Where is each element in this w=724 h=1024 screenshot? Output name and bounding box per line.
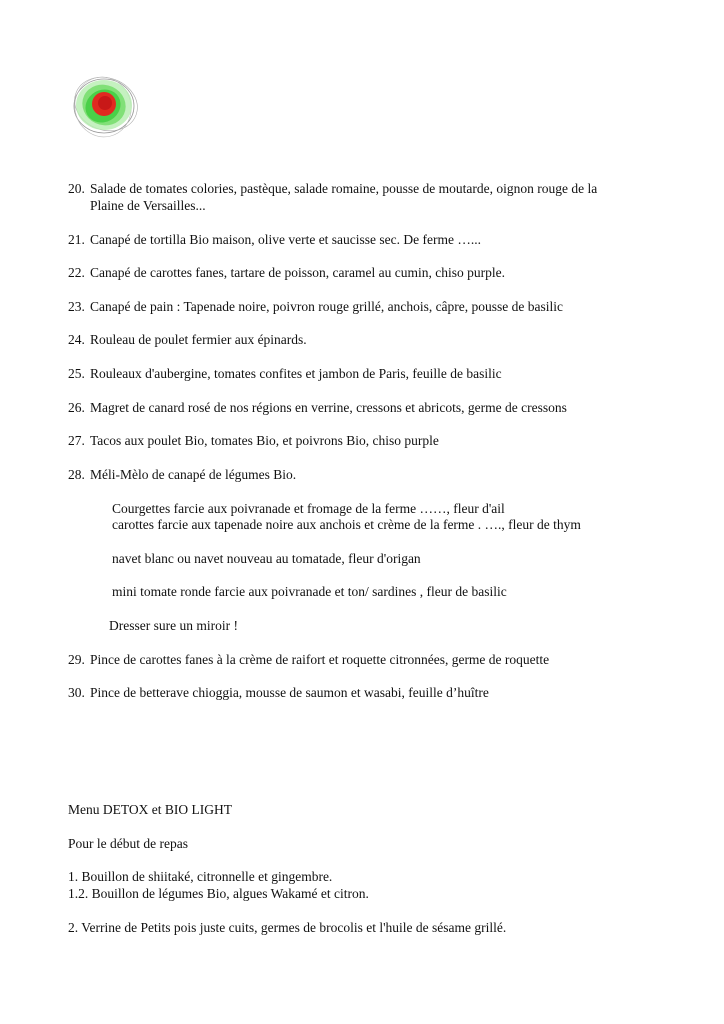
list-item: 22. Canapé de carottes fanes, tartare de poisson, caramel au cumin, chiso purple. (68, 265, 505, 280)
list-item: 25. Rouleaux d'aubergine, tomates confites et jambon de Paris, feuille de basilic (68, 366, 502, 381)
detox-item: 1.2. Bouillon de légumes Bio, algues Wakamé et citron. (68, 886, 369, 901)
list-item: 28. Méli-Mèlo de canapé de légumes Bio. (68, 467, 297, 482)
list-item: 27. Tacos aux poulet Bio, tomates Bio, et poivrons Bio, chiso purple (68, 433, 439, 448)
sub-item: Courgettes farcie aux poivranade et fromage de la ferme ……, fleur d'ail (112, 501, 505, 516)
sub-item: mini tomate ronde farcie aux poivranade et ton/ sardines , fleur de basilic (112, 584, 507, 599)
list-item: 21. Canapé de tortilla Bio maison, olive verte et saucisse sec. De ferme …... (68, 232, 481, 247)
list-item: 20. Salade de tomates colories, pastèque, salade romaine, pousse de moutarde, oignon rouge de la (68, 181, 598, 196)
list-item: 23. Canapé de pain : Tapenade noire, poivron rouge grillé, anchois, câpre, pousse de basilic (68, 299, 564, 314)
detox-item: 2. Verrine de Petits pois juste cuits, germes de brocolis et l'huile de sésame grillé. (68, 920, 507, 935)
list-item: 30. Pince de betterave chioggia, mousse de saumon et wasabi, feuille d’huître (68, 685, 489, 700)
section-subtitle: Pour le début de repas (68, 836, 188, 851)
list-item: 29. Pince de carottes fanes à la crème de raifort et roquette citronnées, germe de roquette (68, 652, 550, 667)
list-item: 26. Magret de canard rosé de nos régions en verrine, cressons et abricots, germe de cressons (68, 400, 567, 415)
sub-item: navet blanc ou navet nouveau au tomatade, fleur d'origan (112, 551, 421, 566)
detox-item: 1. Bouillon de shiitaké, citronnelle et gingembre. (68, 869, 333, 884)
sub-item-note: Dresser sure un miroir ! (109, 618, 238, 633)
section-title: Menu DETOX et BIO LIGHT (68, 802, 232, 817)
rose-logo-icon (68, 70, 142, 144)
sub-item: carottes farcie aux tapenade noire aux anchois et crème de la ferme . …., fleur de thym (112, 517, 581, 532)
list-item: 24. Rouleau de poulet fermier aux épinards. (68, 332, 307, 347)
list-item-continuation: Plaine de Versailles... (90, 198, 206, 213)
